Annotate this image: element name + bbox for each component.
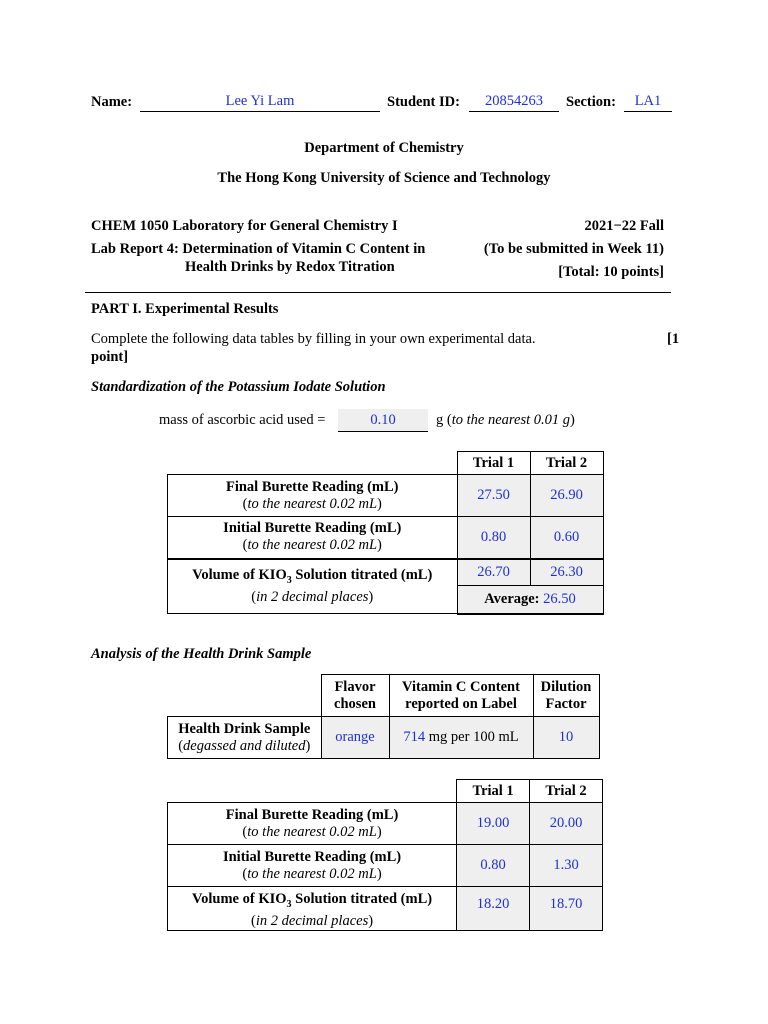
table-row (168, 517, 604, 559)
standardization-table (167, 451, 604, 615)
col-trial1: Trial 1 (457, 780, 530, 803)
submission-note: (To be submitted in Week 11) (483, 241, 664, 257)
row-label: Initial Burette Reading (mL) (to the nearest 0.02 mL) (168, 517, 458, 559)
table-row (168, 475, 604, 517)
report-title-line2: Health Drinks by Redox Titration (185, 259, 395, 275)
divider (85, 292, 671, 293)
row-label: Final Burette Reading (mL) (to the nearest 0.02 mL) (168, 475, 458, 517)
titration-table (167, 779, 603, 931)
trial2-cell[interactable]: 26.90 (530, 475, 603, 517)
mass-unit: g (to the nearest 0.01 g) (436, 412, 575, 428)
dilution-cell[interactable]: 10 (533, 717, 599, 759)
trial2-cell[interactable]: 20.00 (530, 803, 603, 845)
name-field[interactable]: Lee Yi Lam (140, 93, 380, 112)
table-row (168, 845, 603, 887)
report-title-line1: Lab Report 4: Determination of Vitamin C Content in (91, 241, 426, 257)
average-cell: Average: 26.50 (457, 586, 603, 614)
points-label-b: point] (91, 349, 129, 365)
table-row (168, 803, 603, 845)
table-row (168, 559, 604, 586)
term: 2021−22 Fall (584, 218, 664, 234)
student-id-field[interactable]: 20854263 (469, 93, 559, 112)
student-id-label: Student ID: (387, 94, 460, 110)
trial2-cell[interactable]: 26.30 (530, 559, 603, 586)
col-trial2: Trial 2 (530, 452, 603, 475)
sample-label: Health Drink Sample (degassed and diluted) (168, 717, 322, 759)
col-trial1: Trial 1 (457, 452, 530, 475)
sample-table (167, 674, 600, 759)
course-title: CHEM 1050 Laboratory for General Chemistry I (91, 218, 398, 234)
instruction-text: Complete the following data tables by filling in your own experimental data. (91, 331, 536, 347)
col-trial2: Trial 2 (530, 780, 603, 803)
trial2-cell[interactable]: 1.30 (530, 845, 603, 887)
titration-table-clip (167, 779, 603, 929)
mass-field[interactable]: 0.10 (338, 409, 428, 432)
trial2-cell[interactable]: 0.60 (530, 517, 603, 559)
row-label: Final Burette Reading (mL) (to the nearest 0.02 mL) (168, 803, 457, 845)
trial1-cell[interactable]: 26.70 (457, 559, 530, 586)
points-label-a: [1 (667, 331, 680, 347)
analysis-heading: Analysis of the Health Drink Sample (91, 646, 312, 662)
total-points: [Total: 10 points] (558, 264, 664, 280)
vitamin-c-cell: 714 mg per 100 mL (389, 717, 533, 759)
col-vitamin-c: Vitamin C Content reported on Label (389, 675, 533, 717)
trial1-cell[interactable]: 27.50 (457, 475, 530, 517)
trial1-cell[interactable]: 0.80 (457, 845, 530, 887)
row-label: Volume of $KIO_3$ Solution titrated (mL) (in 2 decimal places) (168, 559, 458, 614)
col-dilution: Dilution Factor (533, 675, 599, 717)
department-title: Department of Chemistry (304, 140, 464, 156)
name-label: Name: (91, 94, 133, 110)
standardization-heading: Standardization of the Potassium Iodate Solution (91, 379, 386, 395)
table-row (168, 887, 603, 931)
trial1-cell[interactable]: 18.20 (457, 887, 530, 931)
row-label: Initial Burette Reading (mL) (to the nearest 0.02 mL) (168, 845, 457, 887)
university-title: The Hong Kong University of Science and Technology (217, 170, 551, 186)
section-label: Section: (566, 94, 616, 110)
part1-heading: PART I. Experimental Results (91, 301, 279, 317)
row-label: Volume of $KIO_3$ Solution titrated (mL) (in 2 decimal places) (168, 887, 457, 931)
average-value[interactable]: 26.50 (543, 590, 576, 607)
mass-label: mass of ascorbic acid used = (159, 412, 326, 428)
col-flavor: Flavor chosen (321, 675, 389, 717)
trial1-cell[interactable]: 0.80 (457, 517, 530, 559)
trial2-cell[interactable]: 18.70 (530, 887, 603, 931)
trial1-cell[interactable]: 19.00 (457, 803, 530, 845)
table-row (168, 717, 600, 759)
flavor-cell[interactable]: orange (321, 717, 389, 759)
vitamin-c-value[interactable]: 714 (403, 729, 426, 745)
section-field[interactable]: LA1 (624, 93, 672, 112)
